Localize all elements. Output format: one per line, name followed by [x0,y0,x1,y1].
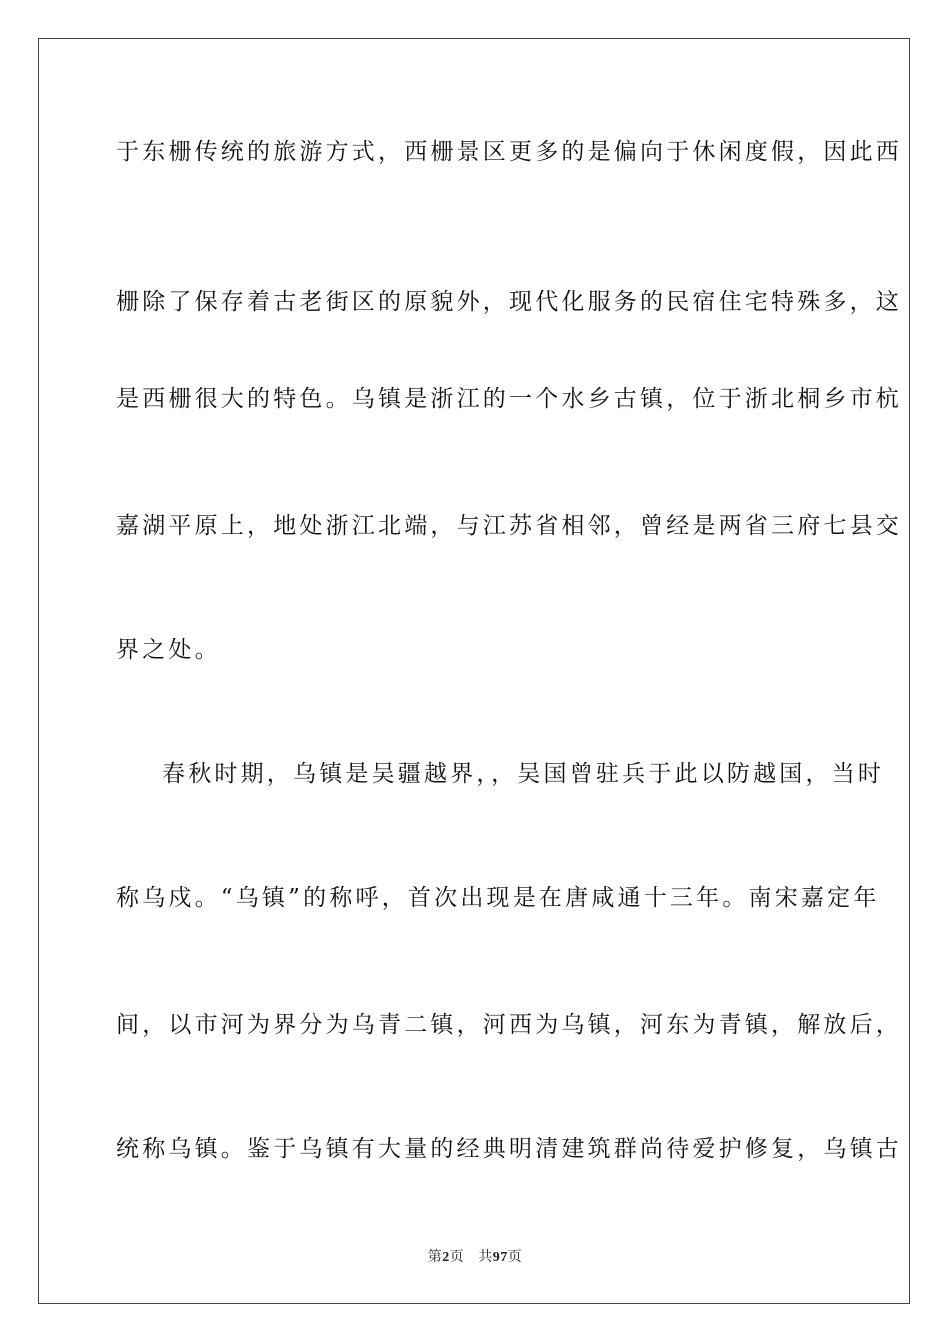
paragraph-line-4: 嘉湖平原上，地处浙江北端，与江苏省相邻，曾经是两省三府七县交 [116,513,902,539]
paragraph-line-8: 间，以市河为界分为乌青二镇，河西为乌镇，河东为青镇，解放后， [116,1012,902,1038]
page-footer [0,1248,950,1267]
total-suffix: 页 [507,1249,523,1265]
paragraph-line-3: 是西栅很大的特色。乌镇是浙江的一个水乡古镇，位于浙北桐乡市杭 [116,386,902,412]
paragraph-line-7: 称乌戍。“乌镇”的称呼，首次出现是在唐咸通十三年。南宋嘉定年 [116,885,880,911]
page-prefix: 第 [427,1249,443,1265]
total-prefix: 共 [478,1249,493,1265]
page-border [38,38,910,1304]
paragraph-line-1: 于东栅传统的旅游方式，西栅景区更多的是偏向于休闲度假，因此西 [116,139,902,165]
paragraph-line-2: 栅除了保存着古老街区的原貌外，现代化服务的民宿住宅特殊多，这 [116,289,902,315]
paragraph-line-9: 统称乌镇。鉴于乌镇有大量的经典明清建筑群尚待爱护修复，乌镇古 [116,1136,902,1162]
page-suffix: 页 [449,1249,465,1265]
total-pages: 97 [492,1250,508,1265]
paragraph-line-6: 春秋时期，乌镇是吴疆越界，，吴国曾驻兵于此以防越国，当时 [162,761,885,787]
page-number: 2 [442,1250,450,1265]
paragraph-line-5: 界之处。 [116,637,221,663]
